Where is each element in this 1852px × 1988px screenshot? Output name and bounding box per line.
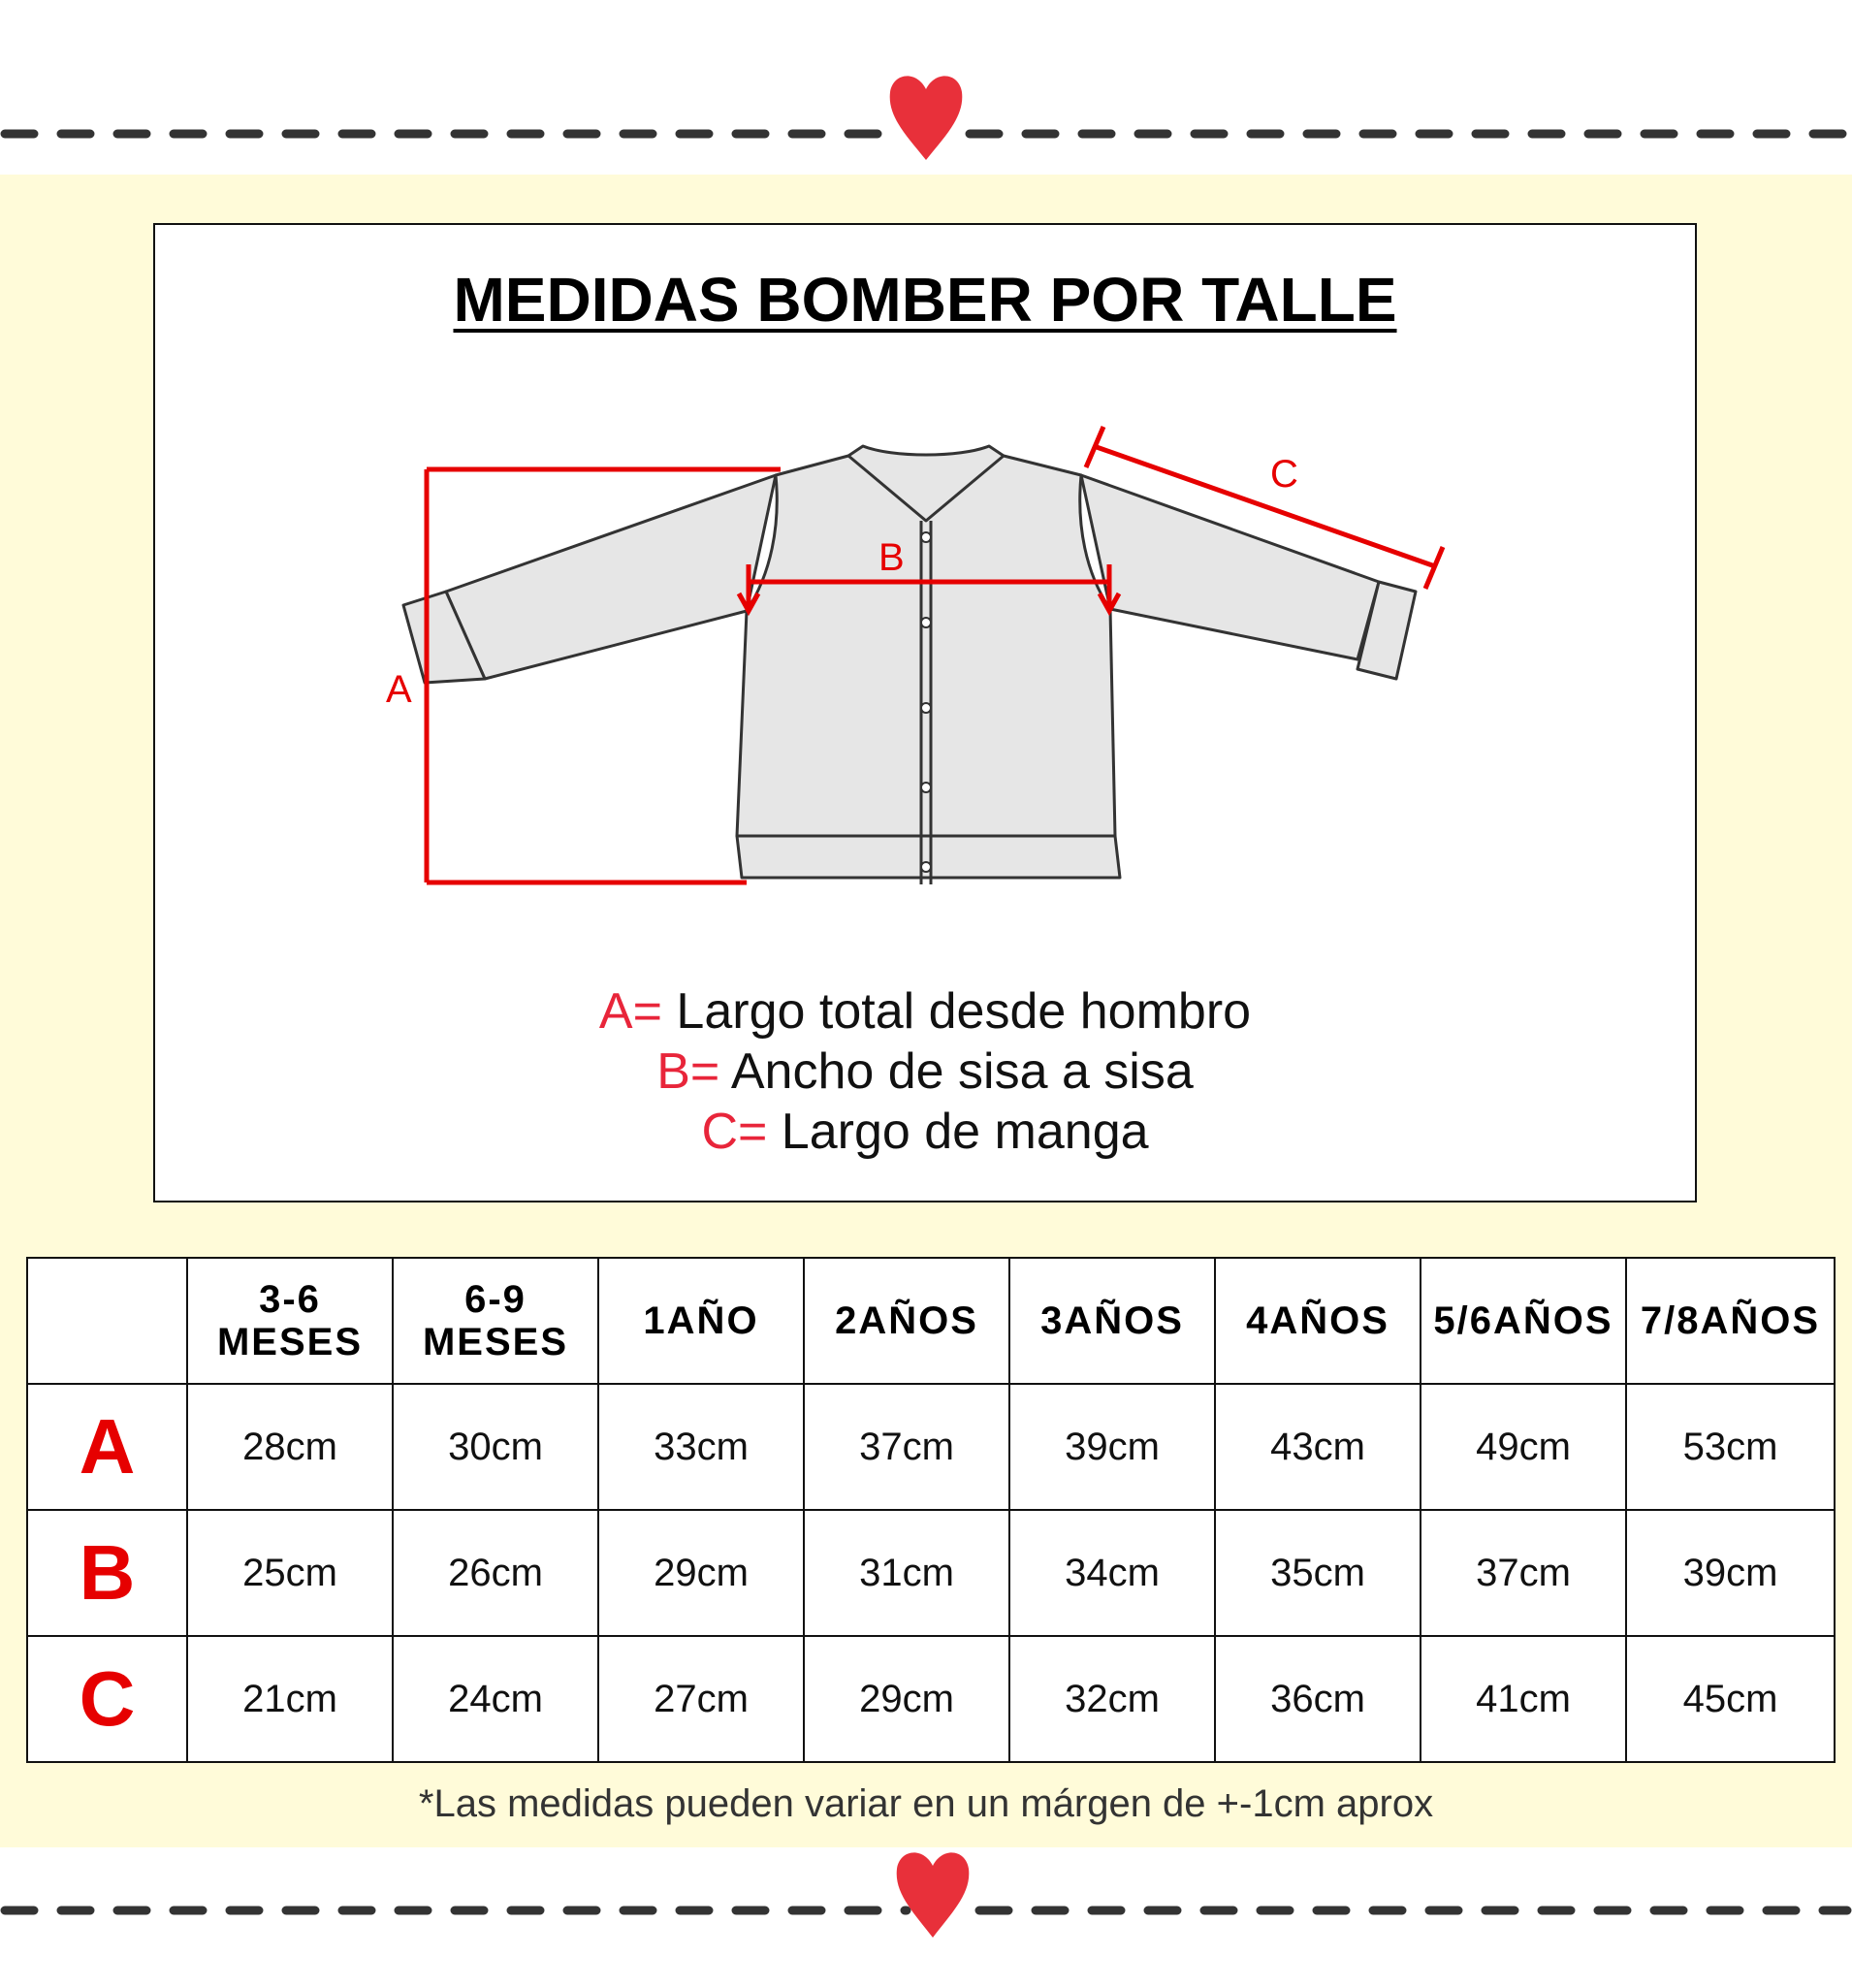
legend-item-a: A= Largo total desde hombro <box>598 983 1252 1040</box>
table-cell: 26cm <box>393 1510 598 1636</box>
table-cell: 39cm <box>1009 1384 1215 1510</box>
measurement-legend <box>155 981 1695 1162</box>
header-cell: 2AÑOS <box>804 1258 1009 1384</box>
table-cell: 37cm <box>1421 1510 1626 1636</box>
table-cell: 25cm <box>187 1510 393 1636</box>
table-cell: 41cm <box>1421 1636 1626 1762</box>
table-cell: 21cm <box>187 1636 393 1762</box>
table-cell: 53cm <box>1626 1384 1835 1510</box>
table-cell: 37cm <box>804 1384 1009 1510</box>
legend-item-b: B= Ancho de sisa a sisa <box>656 1043 1194 1100</box>
table-row <box>27 1384 1835 1510</box>
row-key-a: A <box>27 1384 187 1510</box>
measure-c-label: C <box>1270 453 1298 496</box>
table-corner-cell <box>27 1258 187 1384</box>
heart-icon <box>890 76 963 160</box>
table-cell: 29cm <box>598 1510 804 1636</box>
table-cell: 33cm <box>598 1384 804 1510</box>
table-cell: 43cm <box>1215 1384 1421 1510</box>
table-cell: 27cm <box>598 1636 804 1762</box>
row-key-b: B <box>27 1510 187 1636</box>
table-cell: 39cm <box>1626 1510 1835 1636</box>
diagram-panel <box>153 223 1697 1202</box>
header-cell: 6-9 MESES <box>393 1258 598 1384</box>
table-cell: 29cm <box>804 1636 1009 1762</box>
measure-a-label: A <box>386 668 412 711</box>
table-header-row <box>27 1258 1835 1384</box>
header-cell: 1AÑO <box>598 1258 804 1384</box>
footnote: *Las medidas pueden variar en un márgen de +-1cm aprox <box>418 1782 1434 1825</box>
header-cell: 3AÑOS <box>1009 1258 1215 1384</box>
table-cell: 30cm <box>393 1384 598 1510</box>
bottom-divider <box>0 1823 1852 1988</box>
heart-icon <box>897 1852 970 1938</box>
table-cell: 32cm <box>1009 1636 1215 1762</box>
jacket-illustration <box>403 446 1416 884</box>
page-title: MEDIDAS BOMBER POR TALLE <box>453 265 1397 335</box>
header-cell: 7/8AÑOS <box>1626 1258 1835 1384</box>
measure-b-label: B <box>878 536 905 579</box>
header-cell: 3-6 MESES <box>187 1258 393 1384</box>
table-cell: 35cm <box>1215 1510 1421 1636</box>
row-key-c: C <box>27 1636 187 1762</box>
header-cell: 4AÑOS <box>1215 1258 1421 1384</box>
header-cell: 5/6AÑOS <box>1421 1258 1626 1384</box>
table-cell: 49cm <box>1421 1384 1626 1510</box>
table-cell: 34cm <box>1009 1510 1215 1636</box>
table-cell: 24cm <box>393 1636 598 1762</box>
table-cell: 31cm <box>804 1510 1009 1636</box>
legend-item-c: C= Largo de manga <box>701 1104 1149 1160</box>
table-cell: 28cm <box>187 1384 393 1510</box>
table-cell: 36cm <box>1215 1636 1421 1762</box>
table-row <box>27 1636 1835 1762</box>
table-cell: 45cm <box>1626 1636 1835 1762</box>
table-row <box>27 1510 1835 1636</box>
size-table <box>26 1257 1836 1763</box>
